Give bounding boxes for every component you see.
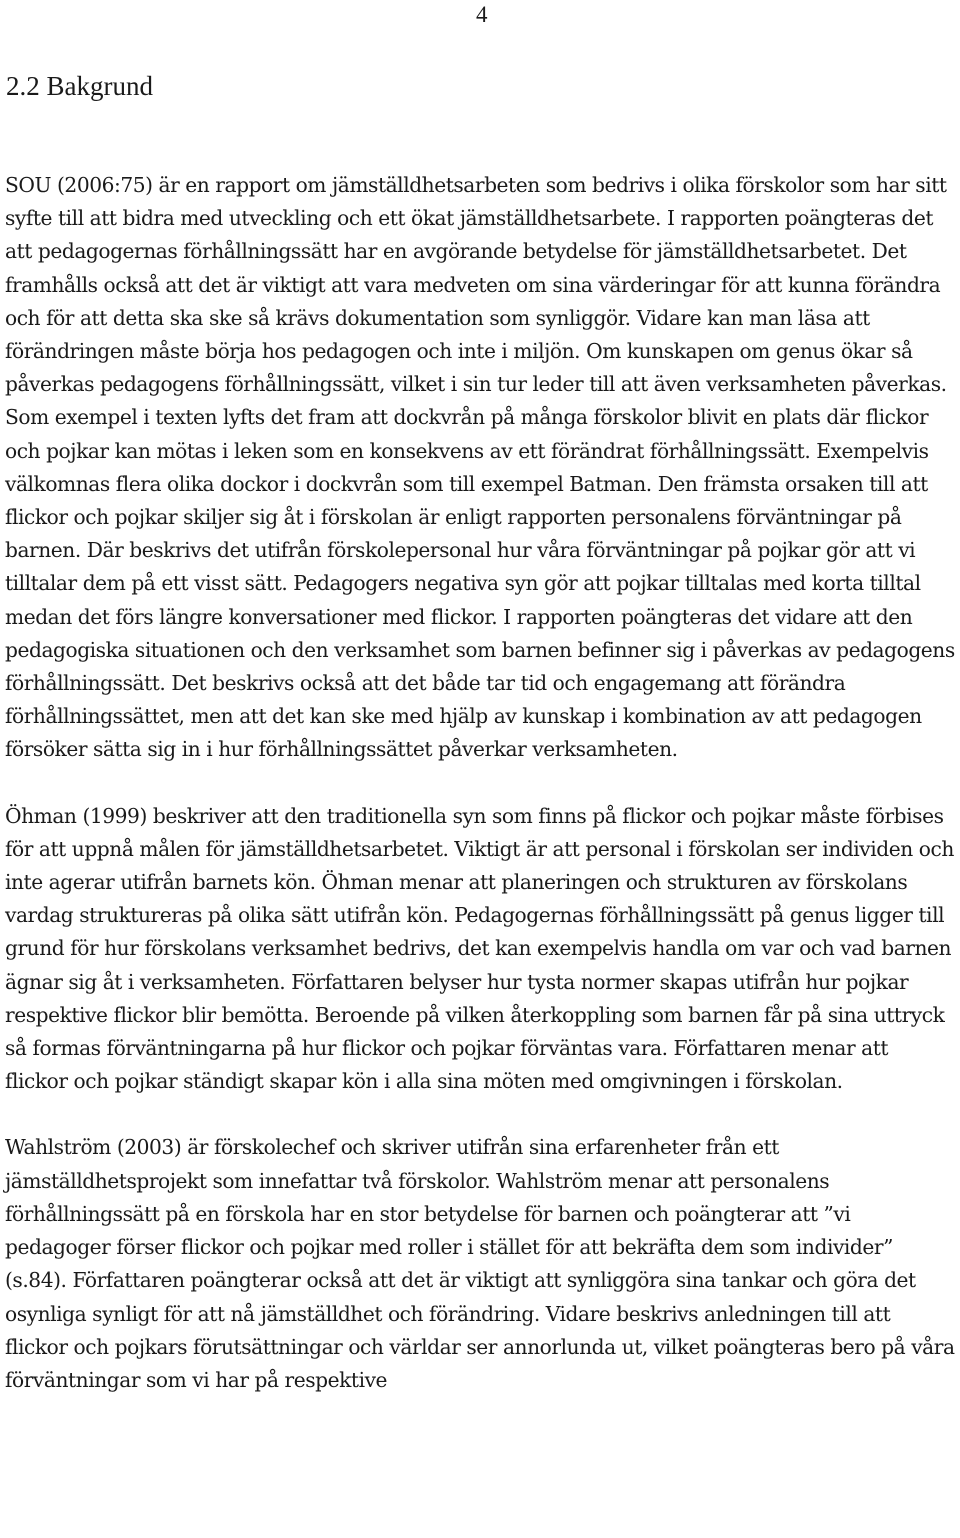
section-heading: 2.2 Bakgrund <box>6 71 153 101</box>
page-number: 4 <box>476 2 488 27</box>
paragraph-ohman: Öhman (1999) beskriver att den traditionella syn som finns på flickor och pojkar måste förbises för att uppnå målen för jämställdhetsarbetet. Viktigt är att personal i förskolan ser individen och inte agerar utifrån barnets kön. Öhman menar att planeringen och strukturen av förskolans vardag struktureras på olika sätt utifrån kön. Pedagogernas förhållningssätt på genus ligger till grund för hur förskolans verksamhet bedrivs, det kan exempelvis handla om var och vad barnen ägnar sig åt i verksamheten. Författaren belyser hur tysta normer skapas utifrån hur pojkar respektive flickor blir bemötta. Beroende på vilken återkoppling som barnen får på sina uttryck så formas förväntningarna på hur flickor och pojkar förväntas vara. Författaren menar att flickor och pojkar ständigt skapar kön i alla sina möten med omgivningen i förskolan. <box>5 803 954 1094</box>
paragraph-wahlstrom: Wahlström (2003) är förskolechef och skriver utifrån sina erfarenheter från ett jämställdhetsprojekt som innefattar två förskolor. Wahlström menar att personalens förhållningssätt på en förskola har en stor betydelse för barnen och poängterar att ”vi pedagoger förser flickor och pojkar med roller i stället för att bekräfta dem som individer” (s.84). Författaren poängterar också att det är viktigt att synliggöra sina tankar och göra det osynliga synligt för att nå jämställdhet och förändring. Vidare beskrivs anledningen till att flickor och pojkars förutsättningar och världar ser annorlunda ut, vilket poängteras bero på våra förväntningar som vi har på respektive <box>5 1135 955 1392</box>
body-text <box>5 169 955 1430</box>
paragraph-sou-report: SOU (2006:75) är en rapport om jämställdhetsarbeten som bedrivs i olika förskolor som har sitt syfte till att bidra med utveckling och ett ökat jämställdhetsarbete. I rapporten poängteras det att pedagogernas förhållningssätt har en avgörande betydelse för jämställdhetsarbetet. Det framhålls också att det är viktigt att vara medveten om sina värderingar för att kunna förändra och för att detta ska ske så krävs dokumentation som synliggör. Vidare kan man läsa att förändringen måste börja hos pedagogen och inte i miljön. Om kunskapen om genus ökar så påverkas pedagogens förhållningssätt, vilket i sin tur leder till att även verksamheten påverkas. Som exempel i texten lyfts det fram att dockvrån på många förskolor blivit en plats där flickor och pojkar kan mötas i leken som en konsekvens av ett förändrat förhållningssätt. Exempelvis välkomnas flera olika dockor i dockvrån som till exempel Batman. Den främsta orsaken till att flickor och pojkar skiljer sig åt i förskolan är enligt rapporten personalens förväntningar på barnen. Där beskrivs det utifrån förskolepersonal hur våra förväntningar på pojkar gör att vi tilltalar dem på ett visst sätt. Pedagogers negativa syn gör att pojkar tilltalas med korta tilltal medan det förs längre konversationer med flickor. I rapporten poängteras det vidare att den pedagogiska situationen och den verksamhet som barnen befinner sig i påverkas av pedagogens förhållningssätt. Det beskrivs också att det både tar tid och engagemang att förändra förhållningssättet, men att det kan ske med hjälp av kunskap i kombination av att pedagogen försöker sätta sig in i hur förhållningssättet påverkar verksamheten. <box>5 173 955 762</box>
